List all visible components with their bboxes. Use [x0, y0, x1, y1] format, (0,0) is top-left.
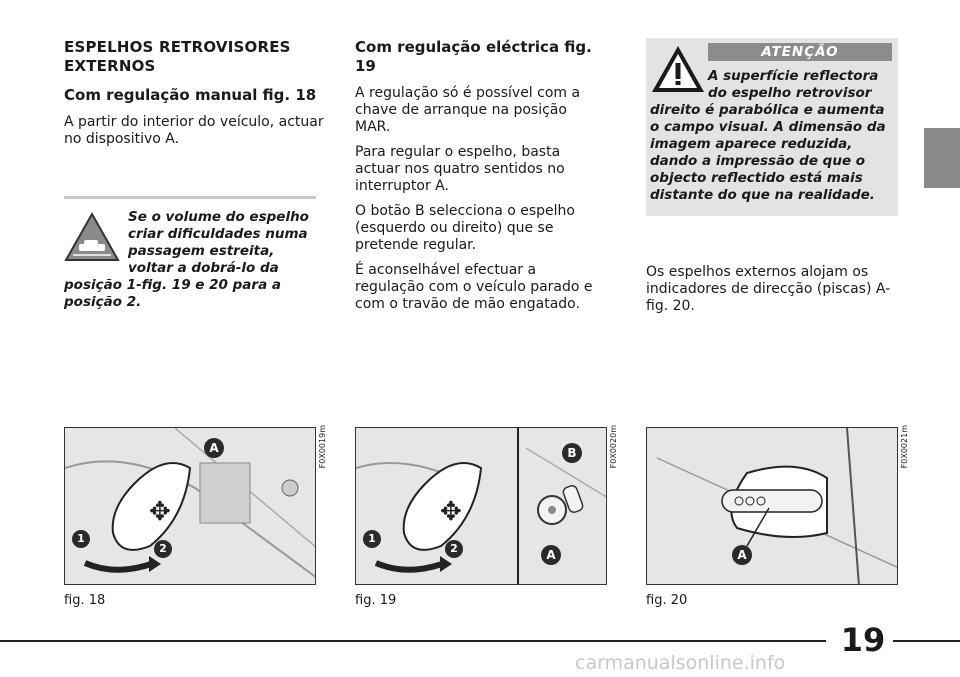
figure-20 [646, 427, 898, 585]
fig18-label-2: 2 [154, 540, 172, 558]
car-narrow-passage-icon [64, 211, 120, 263]
fig20-caption: fig. 20 [646, 593, 688, 608]
subsection-electric-title: Com regulação eléctrica fig. 19 [355, 38, 592, 75]
electric-p2: Para regular o espelho, basta actuar nos quatro sentidos no interruptor A. [355, 144, 565, 194]
electric-p3: O botão B selecciona o espelho (esquerdo ou direito) que se pretende regular. [355, 203, 575, 253]
fig20-label-a: A [732, 545, 752, 565]
footer-rule-left [0, 640, 826, 642]
warning-title: ATENÇÃO [708, 43, 892, 61]
chapter-tab [924, 128, 960, 188]
electric-p4: É aconselhável efectuar a regulação com o veículo parado e com o travão de mão engatado. [355, 262, 593, 312]
warning-text-indented: A superfície reflectora do espelho retrovisor [708, 68, 879, 101]
fig20-code: F0X0021m [900, 425, 909, 469]
fig19-label-b: B [562, 443, 582, 463]
note-text-indented: Se o volume do espelho criar dificuldades numa passagem estreita, [128, 209, 309, 259]
subsection-manual-title: Com regulação manual fig. 18 [64, 86, 317, 104]
svg-text:✥: ✥ [440, 497, 462, 527]
fig19-label-a: A [541, 545, 561, 565]
fig18-label-a: A [204, 438, 224, 458]
note-box [64, 196, 316, 311]
watermark: carmanualsonline.info [575, 652, 786, 674]
column-left [64, 38, 324, 156]
fig19-label-1: 1 [363, 530, 381, 548]
footer-rule-right [893, 640, 960, 642]
fig19-label-2: 2 [445, 540, 463, 558]
svg-text:✥: ✥ [149, 497, 171, 527]
page-number: 19 [840, 621, 886, 659]
figure-18 [64, 427, 316, 585]
manual-adjust-text: A partir do interior do veículo, actuar no dispositivo A. [64, 114, 324, 147]
section-title: ESPELHOS RETROVISORES EXTERNOS [64, 38, 291, 75]
warning-text-full: direito é parabólica e aumenta o campo visual. A dimensão da imagem aparece reduzida, dando a impressão de que o objecto reflectido está mais distante do que na realidade. [650, 102, 886, 203]
note-text-full: voltar a dobrá-lo da posição 1-fig. 19 e 20 para a posição 2. [64, 260, 281, 310]
fig19-code: F0X0020m [609, 425, 618, 469]
fig19-caption: fig. 19 [355, 593, 397, 608]
column-middle [355, 38, 605, 321]
warning-box [646, 38, 898, 216]
electric-p1: A regulação só é possível com a chave de arranque na posição MAR. [355, 85, 581, 135]
indicators-text: Os espelhos externos alojam os indicadores de direcção (piscas) A-fig. 20. [646, 264, 891, 314]
fig18-label-1: 1 [72, 530, 90, 548]
fig18-caption: fig. 18 [64, 593, 106, 608]
fig18-code: F0X0019m [318, 425, 327, 469]
